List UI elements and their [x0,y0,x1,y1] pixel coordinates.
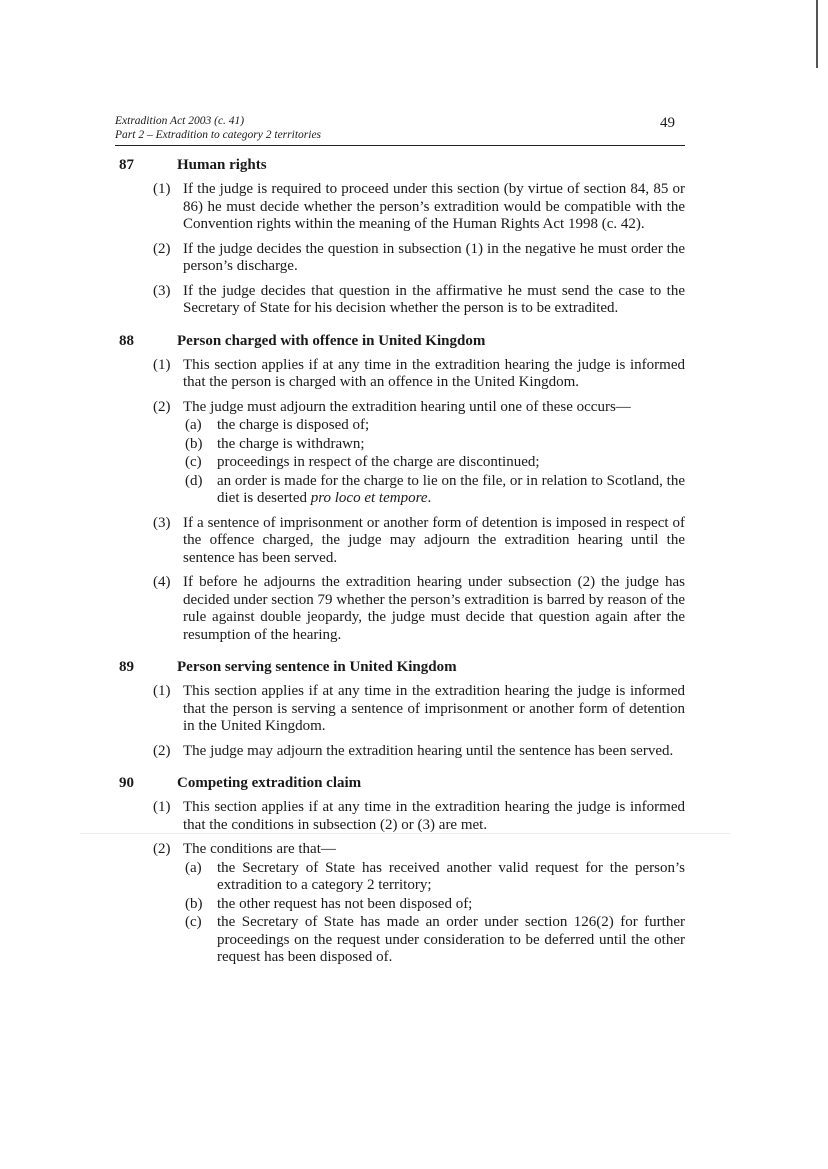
subsection-body [183,743,685,761]
section-number: 88 [119,332,134,349]
section-heading [115,156,685,175]
subsection-number-cell [115,399,183,508]
running-head [115,114,685,146]
subsection-body [183,399,685,508]
document-page [115,114,685,981]
subsection-number: (1) [153,356,171,373]
subsection-body [183,574,685,644]
subsection [115,743,685,761]
paragraph-text: the charge is withdrawn; [217,435,365,452]
section-title: Human rights [177,157,267,173]
paragraph-text: proceedings in respect of the charge are discontinued; [217,454,540,470]
subsection-number-cell [115,283,183,318]
section-number: 89 [119,659,134,675]
paragraph-body [217,914,685,967]
section-title: Person serving sentence in United Kingdom [177,659,457,675]
page-number: 49 [660,115,675,131]
section-heading [115,658,685,677]
subsection-text: If the judge decides the question in subsection (1) in the negative he must order the person’s discharge. [183,240,685,274]
subsection-text: The judge must adjourn the extradition hearing until one of these occurs— [183,398,631,415]
paragraph-number: (a) [185,859,202,876]
paragraph-text: an order is made for the charge to lie on the file, or in relation to Scotland, the diet is deserted [217,472,685,506]
paragraph-number: (c) [185,454,202,470]
subsection [115,841,685,967]
paragraph-number: (d) [185,472,203,489]
subsection-text: If before he adjourns the extradition hearing under subsection (2) the judge has decided under section 79 whether the person’s extradition is barred by reason of the rule against double jeopardy, the judge must decide that question again after the resumption of the hearing. [183,574,685,643]
subsection [115,399,685,508]
subsection-number-cell [115,181,183,234]
section-87 [115,156,685,318]
page-edge-mark [816,0,818,68]
paragraph-italic-text: pro loco et tempore [310,490,428,506]
act-title: Extradition Act 2003 (c. 41) [115,115,245,127]
sections-container [115,156,685,967]
subsection-text: If a sentence of imprisonment or another form of detention is imposed in respect of the offence charged, the judge may adjourn the extradition hearing until the sentence has been served. [183,514,685,566]
subsection-number: (2) [153,841,171,857]
subsection [115,574,685,644]
subsection-number: (2) [153,742,171,759]
paragraph-number: (b) [185,435,203,452]
section-number: 90 [119,775,134,791]
paragraph-body [217,860,685,895]
subsection-text: This section applies if at any time in the extradition hearing the judge is informed that the person is charged with an offence in the United Kingdom. [183,356,685,390]
paragraph [183,860,685,895]
subsection-number-cell [115,799,183,834]
subsection-number: (2) [153,240,171,257]
subsection-number-cell [115,574,183,644]
subsection-number: (1) [153,799,171,815]
subsection [115,357,685,392]
subsection-text: The judge may adjourn the extradition hearing until the sentence has been served. [183,742,674,759]
subsection-number: (3) [153,282,171,299]
subsection [115,515,685,568]
paragraph-tail: . [427,490,432,506]
paragraph-number: (a) [185,417,202,433]
paragraph-body [217,436,685,454]
subsection-number-cell [115,683,183,736]
subsection [115,181,685,234]
subsection-text: This section applies if at any time in the extradition hearing the judge is informed that the person is serving a sentence of imprisonment or another form of detention in the United Kingdom. [183,683,685,734]
subsection-text: This section applies if at any time in the extradition hearing the judge is informed that the conditions in subsection (2) or (3) are met. [183,799,685,833]
subsection-number-cell [115,357,183,392]
paragraph-number: (b) [185,895,203,912]
section-heading [115,774,685,793]
subsection-body [183,515,685,568]
subsection-body [183,283,685,318]
paragraph-body [217,473,685,508]
subsection-body [183,799,685,834]
paragraph [183,473,685,508]
paragraph [183,454,685,472]
subsection-body [183,683,685,736]
subsection-number: (2) [153,398,171,415]
section-88 [115,332,685,645]
paragraph [183,914,685,967]
subsection-body [183,241,685,276]
section-number: 87 [119,157,134,173]
part-title: Part 2 – Extradition to category 2 territories [115,129,322,141]
paragraph [183,896,685,914]
subsection-number: (4) [153,574,171,590]
paragraph [183,436,685,454]
subsection-number-cell [115,241,183,276]
section-heading [115,332,685,351]
subsection [115,683,685,736]
subsection-text: If the judge is required to proceed under this section (by virtue of section 84, 85 or 86) he must decide whether the person’s extradition would be compatible with the Convention rights within the meaning of the Human Rights Act 1998 (c. 42). [183,181,685,232]
subsection-number: (1) [153,181,171,197]
subsection-number: (1) [153,683,171,699]
subsection-body [183,841,685,967]
subsection-number-cell [115,841,183,967]
subsection-number-cell [115,743,183,761]
section-89 [115,658,685,760]
paragraph-text: the Secretary of State has made an order under section 126(2) for further proceedings on the request under consideration to be deferred until the other request has been disposed of. [217,914,685,965]
subsection-body [183,181,685,234]
paragraph-body [217,896,685,914]
subsection-number: (3) [153,514,171,531]
subsection-text: If the judge decides that question in the affirmative he must send the case to the Secretary of State for his decision whether the person is to be extradited. [183,282,685,316]
section-title: Competing extradition claim [177,775,362,791]
paragraph-body [217,454,685,472]
section-90 [115,774,685,967]
paragraph-text: the Secretary of State has received another valid request for the person’s extradition to a category 2 territory; [217,859,685,893]
subsection [115,283,685,318]
subsection-number-cell [115,515,183,568]
subsection [115,241,685,276]
subsection [115,799,685,834]
paragraph-number: (c) [185,914,202,930]
subsection-body [183,357,685,392]
paragraph-text: the charge is disposed of; [217,417,370,433]
section-title: Person charged with offence in United Kingdom [177,332,486,349]
paragraph-body [217,417,685,435]
paragraph-text: the other request has not been disposed of; [217,895,473,912]
paragraph [183,417,685,435]
subsection-text: The conditions are that— [183,841,336,857]
